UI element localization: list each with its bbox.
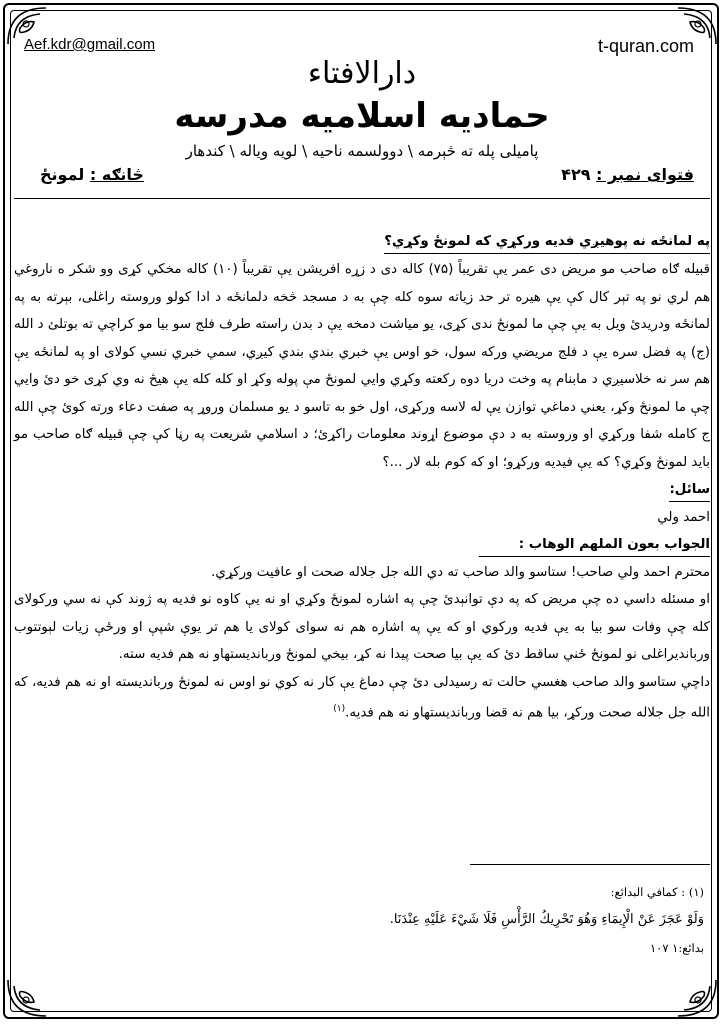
footnote	[14, 878, 704, 962]
header-divider	[14, 198, 710, 199]
footnote-source: بدائع:۱ ۱۰۷	[649, 941, 704, 955]
answer-paragraph: او مسئله داسي ده چې مریض که په دې توانېدئ چې په اشاره لمونځ وکړي او نه یې کاوه نو فدیه په ژوند کې نه سي ورکولای کله چې وفات سو بیا به یې فدیه ورکوي او که یې په اشاره هم نه سوای کولای یا هم تر یوې شپې او ورځې زیات لېوتتوب وربانديراغلی نو لمونځ ځني ساقط دئ که یې بیا صحت پیدا نه کړ، بیخي لمونځ وربانديستهاو نه هم فدیه سته.	[14, 592, 710, 662]
answer-paragraph-text: داچي ستاسو والد صاحب هغسي حالت ته رسیدلی دئ چې دماغ یې کار نه کوي نو اوس نه لمونځ وربانديسته او نه هم فدیه، که الله جل جلاله صحت ورکړ، بیا هم نه قضا وربانديستهاو نه هم فدیه.	[14, 674, 710, 721]
category-label: څانګه :	[89, 165, 144, 184]
fatwa-number	[561, 165, 694, 184]
questioner-label: سائل:	[669, 479, 710, 502]
question-text: قبیله ګاه صاحب مو مریض دی عمر یې تقریباً (۷۵) کاله دی د زړه افریشن یې تقریباً (۱۰) کاله مخکي کړی وو شکر ه ناروغي هم لري نو په تېر کال کې یې هیره تر حد زیاته سوه کله چې به د مسجد څخه دلمانځه د ادا کولو وروسته راغلی، بېرته به په لمانځه ودریدئ ویل به یې چې ما لمونځ ندی کړی، یو میاشت دمخه یې د بدن راسته طرف فلج سو بیا مو کراچي ته بوتلئ د الله (ج) په فضل سره یې د فلج مریضي ورکه سول، خو اوس یې خبري بندي بندي کیږي، سمي خبري نسي کولای او په لمانځه یې هم سر نه خلاسیږي د مابنام په وخت دریا دوه رکعته وکړي وایي لمونځ مې پوله وکړ او کله کله یې هیڅ نه وي کړی خو دئ وایي چې ما لمونځ وکړ، یعني دماغي توازن یې له لاسه ورکړی، اول خو به تاسو د یو مسلمان وروړ په صفت دعاء ورته کوئ چې الله ج کامله شفا ورکړي او وروسته به د دې موضوع اړوند معلومات راکړئ؛ د اسلامي شریعت په رڼا کې چې قبیله ګاه صاحب مو باید لمونځ وکړي؟ که یې فیدیه ورکړو؛ او که کوم بله لار ...؟	[14, 262, 710, 470]
category-value: لمونځ	[40, 165, 85, 184]
footnote-arabic-quote: وَلَوْ عَجَزَ عَنْ الْإِيمَاءِ وَهُوَ تَحْرِيكُ الرَّأْسِ فَلَا شَيْءَ عَلَيْهِ عِنْدَنَا.	[389, 912, 704, 927]
corner-ornament-icon	[6, 978, 52, 1018]
corner-ornament-icon	[672, 978, 718, 1018]
questioner-name: احمد ولي	[657, 509, 710, 525]
fatwa-number-label: فتوای نمبر :	[596, 165, 694, 184]
answer-heading: الجواب بعون الملهم الوهاب :	[479, 534, 710, 557]
footnote-ref: (۱) : کمافي البدائع:	[610, 885, 704, 899]
footnote-mark: (۱)	[333, 704, 346, 714]
fatwa-body	[14, 228, 710, 727]
fatwa-category	[40, 165, 144, 184]
fatwa-number-value: ۴۲۹	[561, 165, 591, 184]
question-heading: په لمانځه نه پوهیږي فدیه ورکړي که لمونځ وکړي؟	[384, 231, 710, 254]
footnote-divider	[470, 864, 710, 865]
website-link[interactable]: t-quran.com	[597, 36, 694, 56]
answer-paragraph	[14, 669, 710, 727]
email-link[interactable]: Aef.kdr@gmail.com	[24, 36, 156, 53]
institution-name: حمادیه اسلامیه مدرسه	[174, 96, 550, 136]
page-title: دارالافتاء	[307, 56, 417, 91]
answer-paragraph: محترم احمد ولي صاحب! ستاسو والد صاحب ته دي الله جل جلاله صحت او عافیت ورکړي.	[211, 564, 710, 580]
institution-address: پامیلی پله ته څېرمه \ دوولسمه ناحیه \ لویه ویاله \ کندهار	[185, 142, 539, 160]
